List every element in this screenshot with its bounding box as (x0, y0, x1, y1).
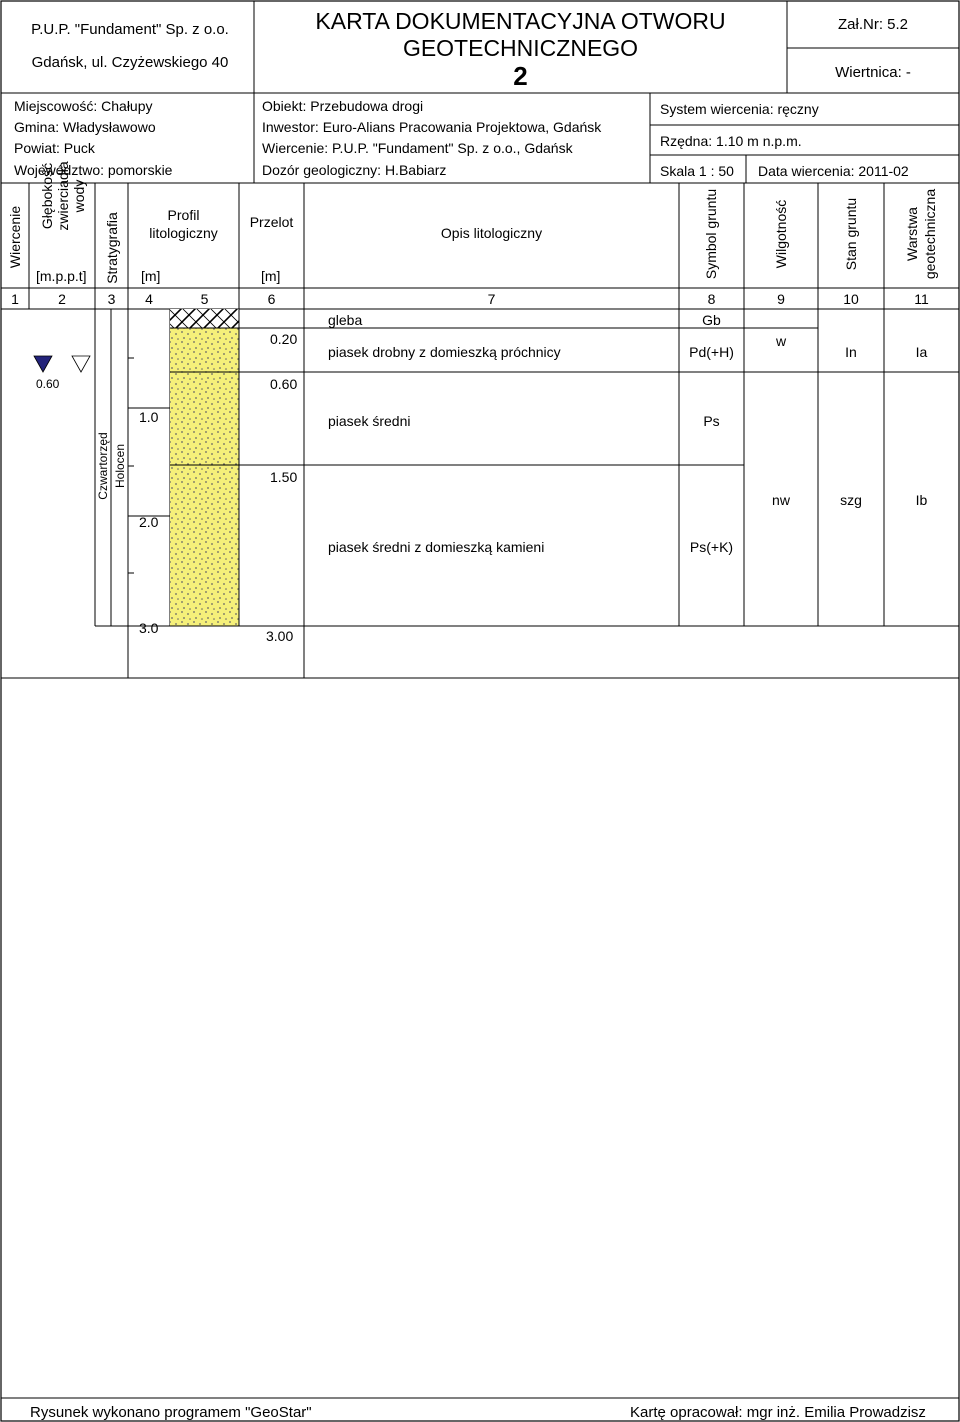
col-number: 3 (107, 291, 116, 307)
district: Powiat: Puck (14, 140, 95, 156)
col-number: 9 (777, 291, 785, 307)
water-stabilized-icon (72, 356, 90, 372)
col-header-geotech-layer-line1: Warstwa (904, 207, 920, 261)
drilling-contractor: Wiercenie: P.U.P. "Fundament" Sp. z o.o., Gdańsk (262, 140, 573, 156)
col-number: 10 (843, 291, 859, 307)
hole-number: 2 (513, 61, 528, 91)
project-object: Obiekt: Przebudowa drogi (262, 98, 424, 114)
col-header-profile-line1: Profil (167, 207, 200, 223)
voivodeship: Województwo: pomorskie (14, 162, 173, 178)
col-header-soil-symbol: Symbol gruntu (703, 188, 719, 280)
drilling-date: Data wiercenia: 2011-02 (758, 163, 909, 179)
geological-supervision: Dozór geologiczny: H.Babiarz (262, 162, 447, 178)
location: Miejscowość: Chałupy (14, 98, 153, 114)
commune: Gmina: Władysławowo (14, 119, 156, 135)
soil-symbol: Ps (703, 413, 720, 429)
col-header-soil-state: Stan gruntu (843, 197, 859, 271)
col-number: 2 (58, 291, 66, 307)
col-number: 4 (145, 291, 153, 307)
document-title-line2: GEOTECHNICZNEGO (402, 35, 639, 61)
elevation: Rzędna: 1.10 m n.p.m. (660, 133, 802, 149)
soil-symbol: Gb (702, 312, 721, 328)
footer-software: Rysunek wykonano programem "GeoStar" (30, 1404, 312, 1421)
col-header-profile-unit: [m] (141, 268, 161, 284)
col-header-depth-line3: wody (71, 179, 87, 213)
scale-mark: 1.0 (139, 409, 159, 425)
layer-bottom-depth: 0.60 (270, 376, 298, 392)
col-header-drilling: Wiercenie (7, 205, 23, 269)
col-header-moisture: Wilgotność (773, 199, 789, 269)
document-title-line1: KARTA DOKUMENTACYJNA OTWORU (315, 8, 726, 34)
col-number: 5 (200, 291, 209, 307)
soil-state-value: szg (840, 492, 862, 508)
drilling-system: System wiercenia: ręczny (660, 101, 819, 117)
scale: Skala 1 : 50 (660, 163, 734, 179)
col-number: 6 (267, 291, 276, 307)
col-number: 8 (707, 291, 716, 307)
layer-bottom-depth: 0.20 (270, 331, 298, 347)
layer-bottom-depth: 3.00 (266, 628, 294, 644)
col-header-profile-line2: litologiczny (149, 225, 218, 241)
drilling-rig: Wiertnica: - (835, 64, 911, 81)
soil-symbol: Pd(+H) (689, 344, 734, 360)
company-name: P.U.P. "Fundament" Sp. z o.o. (31, 21, 229, 38)
col-header-description: Opis litologiczny (440, 225, 543, 241)
col-number: 7 (487, 291, 496, 307)
moisture-value: nw (772, 492, 790, 508)
geotech-layer-value: Ib (915, 492, 928, 508)
layer-bottom-depth: 1.50 (270, 469, 298, 485)
col-header-depth-line2: zwierciadła (55, 161, 71, 231)
footer-author: Kartę opracował: mgr inż. Emilia Prowadzisz (630, 1404, 926, 1421)
scale-mark: 2.0 (139, 514, 159, 530)
investor: Inwestor: Euro-Alians Pracowania Projektowa, Gdańsk (262, 119, 602, 135)
soil-state-value: In (845, 344, 857, 360)
layer-description: gleba (328, 312, 363, 328)
col-header-geotech-layer-line2: geotechniczna (922, 188, 938, 280)
layer-description: piasek drobny z domieszką próchnicy (328, 344, 561, 360)
col-header-interval-unit: [m] (261, 268, 281, 284)
layer-description: piasek średni z domieszką kamieni (328, 539, 545, 555)
water-depth: 0.60 (36, 377, 60, 391)
col-number: 11 (914, 291, 929, 307)
stratigraphy-series: Holocen (113, 443, 127, 489)
col-header-stratigraphy: Stratygrafia (104, 212, 120, 284)
col-header-interval: Przelot (249, 214, 294, 230)
col-header-depth-unit: [m.p.p.t] (36, 268, 87, 284)
moisture-value: w (775, 333, 787, 349)
col-number: 1 (11, 291, 19, 307)
stratigraphy-system: Czwartorzęd (96, 432, 110, 500)
geotech-layer-value: Ia (915, 344, 928, 360)
company-address: Gdańsk, ul. Czyżewskiego 40 (31, 54, 229, 71)
col-header-depth-line1: Głębokość (39, 162, 55, 230)
soil-symbol: Ps(+K) (689, 539, 734, 555)
layer-description: piasek średni (328, 413, 411, 429)
scale-mark: 3.0 (139, 620, 159, 636)
attachment-number: Zał.Nr: 5.2 (837, 16, 909, 33)
water-encountered-icon (34, 356, 52, 372)
